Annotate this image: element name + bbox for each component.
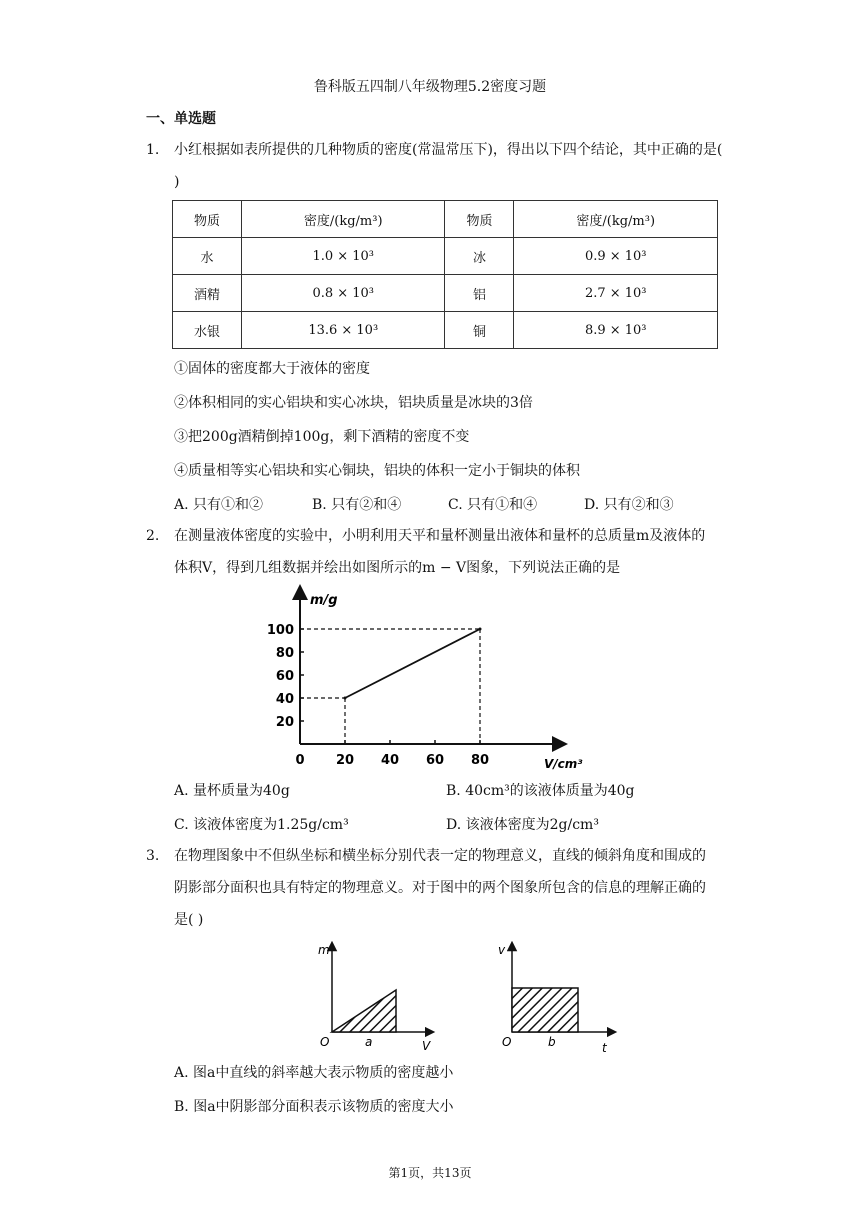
table-cell: 冰: [445, 238, 514, 275]
option-d[interactable]: D. 只有②和③: [584, 497, 674, 513]
table-header-row: [173, 201, 718, 238]
question-number: 3.: [146, 848, 160, 864]
y-tick-label: 40: [275, 692, 294, 707]
y-tick-label: 20: [275, 715, 294, 730]
density-table: [172, 200, 718, 349]
option-b[interactable]: B. 只有②和④: [312, 497, 402, 513]
x-tick-label: 20: [335, 753, 355, 768]
table-cell: 0.9 × 10³: [514, 238, 718, 275]
data-point: [479, 628, 482, 631]
statement: ①固体的密度都大于液体的密度: [174, 361, 370, 377]
fig-b-tick: b: [548, 1035, 556, 1049]
x-tick-label: 0: [295, 753, 305, 768]
y-tick-label: 100: [266, 623, 294, 638]
hatched-triangle: [332, 990, 396, 1032]
x-tick-label: 60: [425, 753, 445, 768]
figure-a: [318, 943, 431, 1053]
option-a[interactable]: A. 只有①和②: [174, 497, 264, 513]
option-b[interactable]: B. 40cm³的该液体质量为40g: [446, 783, 635, 799]
fig-a-origin: O: [320, 1035, 330, 1049]
y-axis-label: m/g: [310, 593, 338, 608]
option-d[interactable]: D. 该液体密度为2g/cm³: [446, 817, 599, 833]
y-tick-label: 60: [275, 669, 294, 684]
fig-b-xlabel: t: [602, 1041, 607, 1055]
table-cell: 0.8 × 10³: [242, 275, 445, 312]
table-header-cell: 物质: [445, 201, 514, 238]
option-c[interactable]: C. 该液体密度为1.25g/cm³: [174, 817, 349, 833]
option-a[interactable]: A. 量杯质量为40g: [174, 783, 290, 799]
table-cell: 铜: [445, 312, 514, 349]
fig-a-xlabel: V: [422, 1039, 431, 1053]
table-cell: 8.9 × 10³: [514, 312, 718, 349]
m-v-chart: [262, 584, 583, 774]
table-cell: 水银: [173, 312, 242, 349]
question-text: 在测量液体密度的实验中，小明利用天平和量杯测量出液体和量杯的总质量m及液体的体积V，得到几组数据并绘出如图所示的m − V图象，下列说法正确的是: [174, 528, 706, 576]
figures-a-b: [312, 940, 632, 1058]
option-b[interactable]: B. 图a中阴影部分面积表示该物质的密度大小: [174, 1099, 454, 1115]
table-cell: 铝: [445, 275, 514, 312]
table-header-cell: 密度/(kg/m³): [242, 201, 445, 238]
table-cell: 1.0 × 10³: [242, 238, 445, 275]
section-heading: 一、单选题: [146, 111, 216, 127]
table-cell: 2.7 × 10³: [514, 275, 718, 312]
statement: ②体积相同的实心铝块和实心冰块，铝块质量是冰块的3倍: [174, 395, 533, 411]
table-cell: 13.6 × 10³: [242, 312, 445, 349]
x-tick-label: 80: [470, 753, 490, 768]
statement: ④质量相等实心铝块和实心铜块，铝块的体积一定小于铜块的体积: [174, 463, 580, 479]
question-number: 1.: [146, 142, 160, 158]
x-axis-label: V/cm³: [544, 757, 583, 771]
fig-b-ylabel: v: [498, 943, 506, 957]
data-point: [344, 697, 347, 700]
table-row: [173, 312, 718, 349]
table-cell: 酒精: [173, 275, 242, 312]
x-tick-label: 40: [380, 753, 400, 768]
table-header-cell: 密度/(kg/m³): [514, 201, 718, 238]
table-header-cell: 物质: [173, 201, 242, 238]
option-c[interactable]: C. 只有①和④: [448, 497, 538, 513]
figure-b: [498, 943, 612, 1055]
table-row: [173, 275, 718, 312]
option-a[interactable]: A. 图a中直线的斜率越大表示物质的密度越小: [174, 1065, 454, 1081]
document-title: 鲁科版五四制八年级物理5.2密度习题: [313, 79, 547, 95]
fig-a-tick: a: [365, 1035, 373, 1049]
series-line: [345, 629, 480, 698]
question-text: 在物理图象中不但纵坐标和横坐标分别代表一定的物理意义，直线的倾斜角度和围成的阴影部分面积也具有特定的物理意义。对于图中的两个图象所包含的信息的理解正确的是( ): [174, 848, 706, 928]
fig-b-origin: O: [502, 1035, 512, 1049]
hatched-rectangle: [512, 988, 578, 1032]
table-row: [173, 238, 718, 275]
question-text: 小红根据如表所提供的几种物质的密度(常温常压下)，得出以下四个结论，其中正确的是( ): [174, 142, 723, 190]
page-footer: 第1页，共13页: [388, 1166, 472, 1180]
statement: ③把200g酒精倒掉100g，剩下酒精的密度不变: [174, 429, 470, 445]
y-tick-label: 80: [275, 646, 294, 661]
fig-a-ylabel: m: [318, 943, 330, 957]
table-cell: 水: [173, 238, 242, 275]
question-number: 2.: [146, 528, 160, 544]
